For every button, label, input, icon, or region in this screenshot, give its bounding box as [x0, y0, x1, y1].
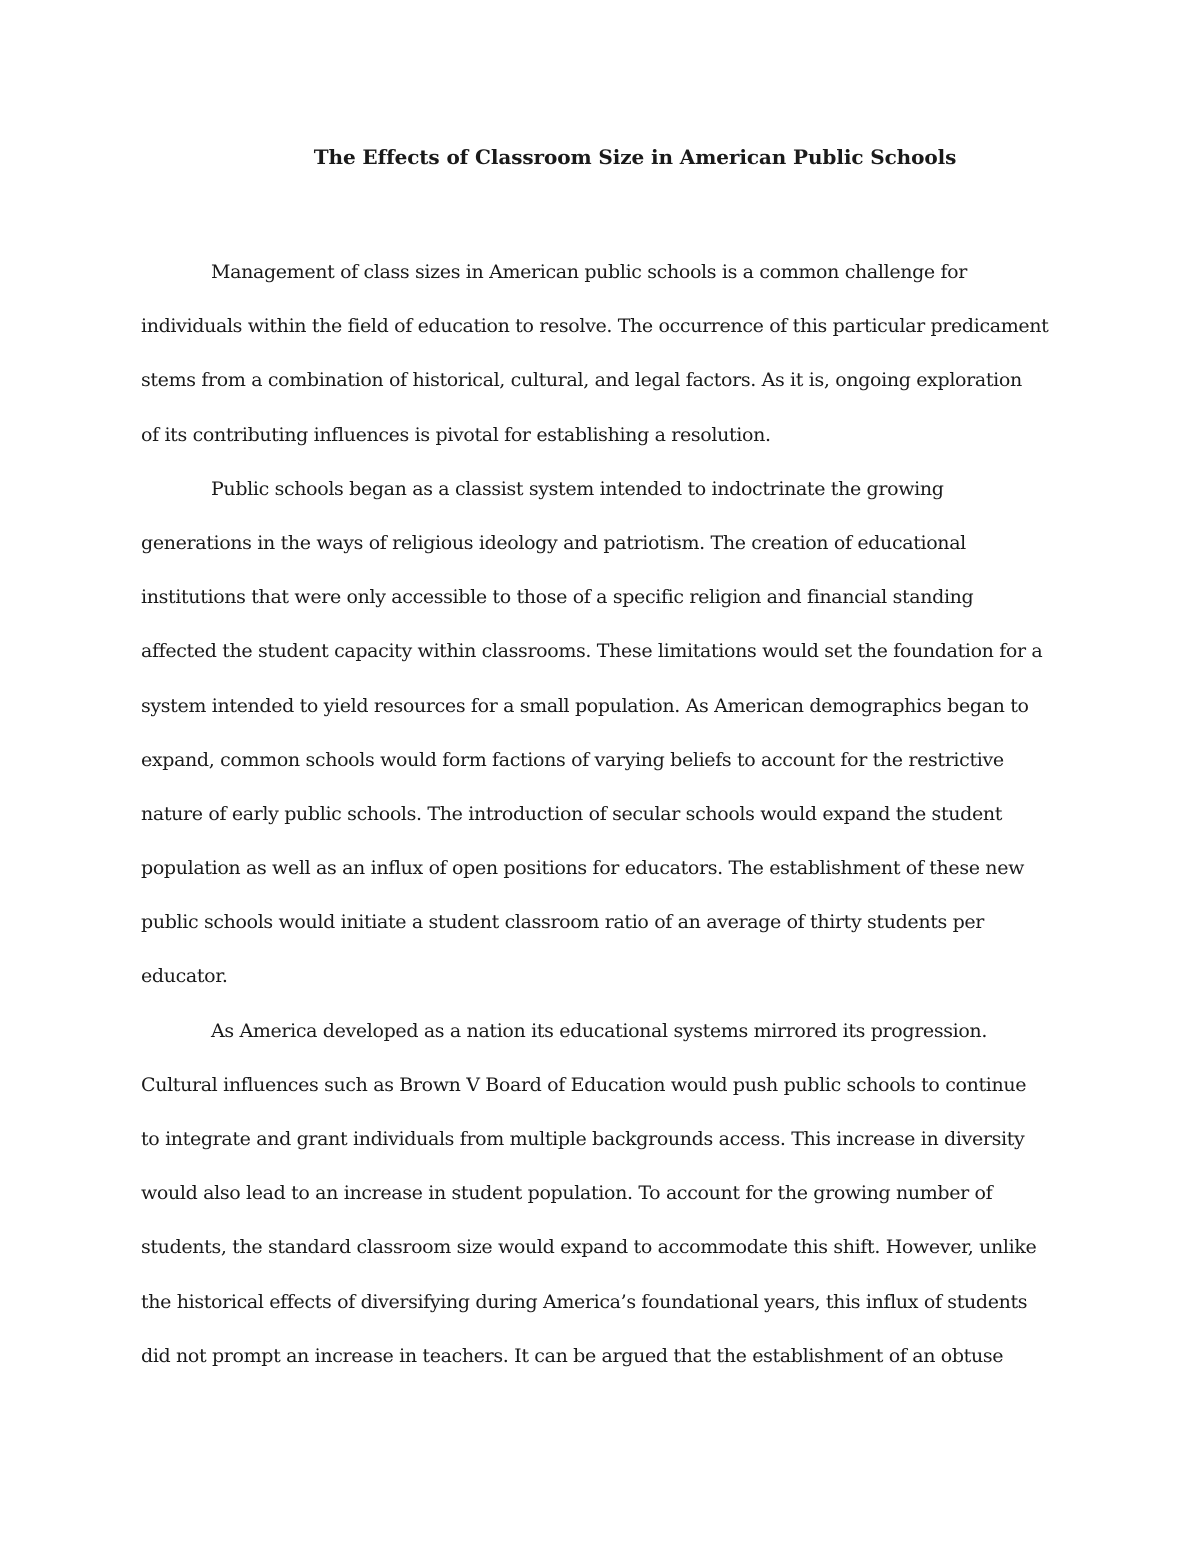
paragraph-line: to integrate and grant individuals from multiple backgrounds access. This increase in diversity	[141, 1128, 1025, 1150]
paragraph-line: would also lead to an increase in student population. To account for the growing number of	[141, 1182, 993, 1205]
paragraph-line: nature of early public schools. The introduction of secular schools would expand the student	[141, 802, 1003, 825]
paragraph-line: affected the student capacity within classrooms. These limitations would set the foundation for a	[141, 640, 1043, 663]
paragraph-line: Management of class sizes in American public schools is a common challenge for	[211, 261, 968, 283]
paragraph-line: did not prompt an increase in teachers. It can be argued that the establishment of an obtuse	[141, 1344, 1004, 1367]
paragraph-line: stems from a combination of historical, cultural, and legal factors. As it is, ongoing exploration	[141, 369, 1022, 392]
paragraph-line: individuals within the field of education to resolve. The occurrence of this particular predicament	[141, 315, 1049, 338]
document-body	[141, 245, 1066, 1383]
document-title: The Effects of Classroom Size in American Public Schools	[313, 145, 957, 169]
paragraph-line: Cultural influences such as Brown V Board of Education would push public schools to continue	[141, 1073, 1027, 1096]
paragraph-line: As America developed as a nation its educational systems mirrored its progression.	[211, 1019, 988, 1042]
paragraph-line: educator.	[141, 965, 228, 988]
paragraph-line: generations in the ways of religious ideology and patriotism. The creation of educational	[141, 531, 966, 554]
paragraph-line: population as well as an influx of open positions for educators. The establishment of these new	[141, 857, 1024, 880]
paragraph-line: expand, common schools would form factions of varying beliefs to account for the restrictive	[141, 748, 1004, 771]
paragraph-line: institutions that were only accessible to those of a specific religion and financial standing	[141, 586, 974, 609]
paragraph-line: system intended to yield resources for a small population. As American demographics began to	[141, 694, 1029, 717]
paragraph-line: the historical effects of diversifying during America’s foundational years, this influx of students	[141, 1290, 1028, 1313]
paragraph-line: Public schools began as a classist system intended to indoctrinate the growing	[211, 477, 944, 500]
paragraph-line: students, the standard classroom size would expand to accommodate this shift. However, unlike	[141, 1236, 1037, 1259]
paragraph-line: public schools would initiate a student classroom ratio of an average of thirty students per	[141, 911, 985, 934]
paragraph-line: of its contributing influences is pivotal for establishing a resolution.	[141, 423, 771, 446]
